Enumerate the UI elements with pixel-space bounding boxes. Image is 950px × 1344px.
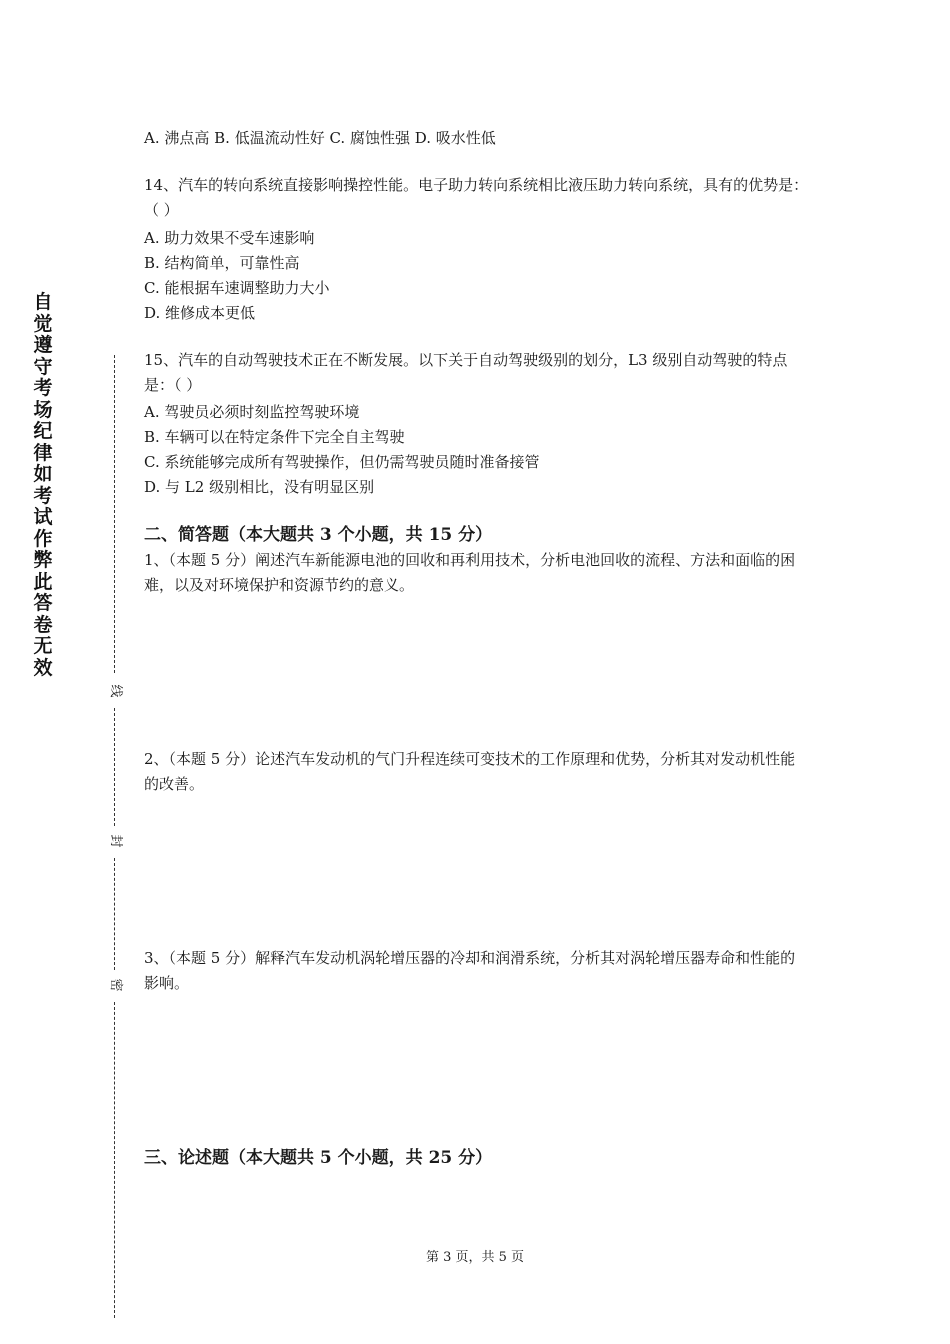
binding-dashed-line xyxy=(114,1002,115,1318)
q14-option-b: B. 结构简单，可靠性高 xyxy=(144,254,300,272)
binding-label-line: 线 xyxy=(108,684,123,698)
binding-dashed-line xyxy=(114,708,115,826)
q15-option-c: C. 系统能够完成所有驾驶操作，但仍需驾驶员随时准备接管 xyxy=(144,453,540,471)
binding-dashed-line xyxy=(114,858,115,970)
binding-dashed-line xyxy=(114,355,115,673)
q14-stem: 14、汽车的转向系统直接影响操控性能。电子助力转向系统相比液压助力转向系统，具有的优势是：（ ） xyxy=(144,176,809,219)
page-footer: 第 3 页，共 5 页 xyxy=(425,1250,525,1265)
q15-option-b: B. 车辆可以在特定条件下完全自主驾驶 xyxy=(144,428,405,446)
q15-option-d: D. 与 L2 级别相比，没有明显区别 xyxy=(144,478,375,496)
section-2-question-2: 2、（本题 5 分）论述汽车发动机的气门升程连续可变技术的工作原理和优势，分析其对发动机性能的改善。 xyxy=(144,750,796,793)
q14-option-d: D. 维修成本更低 xyxy=(144,304,256,322)
binding-label-seal: 封 xyxy=(108,834,123,848)
q15-stem: 15、汽车的自动驾驶技术正在不断发展。以下关于自动驾驶级别的划分，L3 级别自动驾驶的特点是：（ ） xyxy=(144,351,788,394)
section-2-question-1: 1、（本题 5 分）阐述汽车新能源电池的回收和再利用技术，分析电池回收的流程、方法和面临的困难，以及对环境保护和资源节约的意义。 xyxy=(144,551,796,594)
section-2-title: 二、简答题（本大题共 3 个小题，共 15 分） xyxy=(144,525,493,545)
section-2-question-3: 3、（本题 5 分）解释汽车发动机涡轮增压器的冷却和润滑系统，分析其对涡轮增压器寿命和性能的影响。 xyxy=(144,949,796,992)
q13-options: A. 沸点高 B. 低温流动性好 C. 腐蚀性强 D. 吸水性低 xyxy=(144,129,496,147)
binding-label-secret: 密 xyxy=(108,978,123,992)
q14-option-c: C. 能根据车速调整助力大小 xyxy=(144,279,330,297)
q15-option-a: A. 驾驶员必须时刻监控驾驶环境 xyxy=(144,403,360,421)
section-3-title: 三、论述题（本大题共 5 个小题，共 25 分） xyxy=(144,1148,493,1168)
q14-option-a: A. 助力效果不受车速影响 xyxy=(144,229,315,247)
exam-discipline-notice: 自觉遵守考场纪律如考试作弊此答卷无效 xyxy=(33,291,53,679)
